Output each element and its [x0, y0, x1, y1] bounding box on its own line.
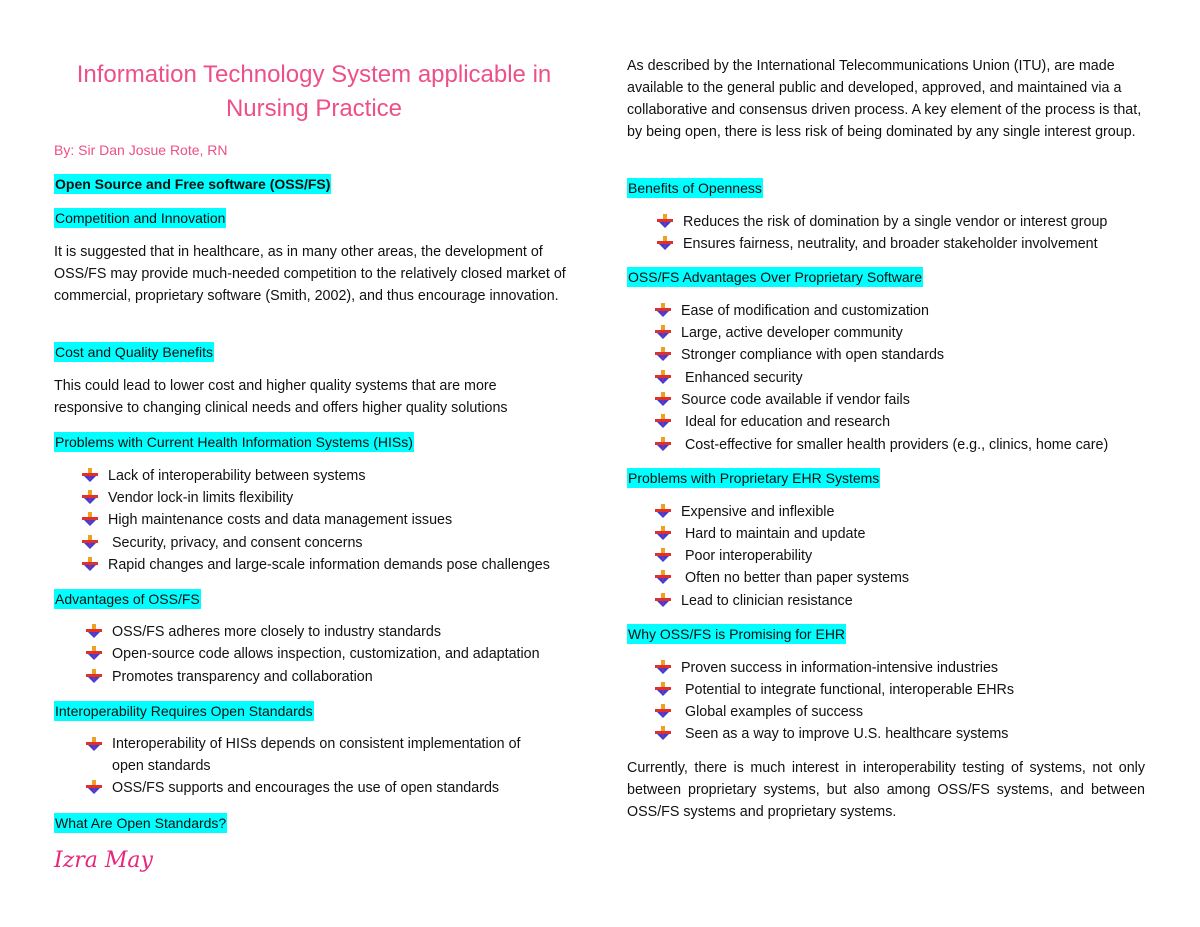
list-item: Proven success in information-intensive industries: [655, 657, 998, 679]
list-item: Potential to integrate functional, interoperable EHRs: [655, 679, 1014, 701]
bullet-arrow-icon: [655, 570, 671, 584]
bullet-arrow-icon: [657, 214, 673, 228]
list-item: Ideal for education and research: [655, 411, 890, 433]
paragraph-currently: Currently, there is much interest in interoperability testing of systems, not only between proprietary systems, but also among OSS/FS systems, and between OSS/FS systems and proprietary systems.: [627, 760, 1145, 820]
paragraph-cost-quality: This could lead to lower cost and higher quality systems that are more responsive to changing clinical needs and offers higher quality solutions: [54, 378, 508, 416]
bullet-arrow-icon: [655, 437, 671, 451]
paragraph-itu: As described by the International Telecommunications Union (ITU), are made available to the general public and developed, approved, and maintained via a collaborative and consensus driven process. A key element of the process is that, by being open, there is less risk of being dominated by any single interest group.: [627, 58, 1142, 140]
list-item: Often no better than paper systems: [655, 567, 909, 589]
bullet-arrow-icon: [655, 392, 671, 406]
heading-oss-fs: Open Source and Free software (OSS/FS): [55, 176, 331, 192]
list-item: Source code available if vendor fails: [655, 389, 910, 411]
heading-problems-his: Problems with Current Health Information Systems (HISs): [55, 434, 413, 450]
list-item: Cost-effective for smaller health providers (e.g., clinics, home care): [655, 434, 1108, 456]
heading-interoperability: Interoperability Requires Open Standards: [55, 703, 313, 719]
heading-advantages: Advantages of OSS/FS: [55, 591, 200, 607]
list-item: Hard to maintain and update: [655, 523, 865, 545]
heading-advantages-over-proprietary: OSS/FS Advantages Over Proprietary Software: [628, 269, 923, 285]
list-item: Enhanced security: [655, 367, 803, 389]
heading-what-are-open-standards: What Are Open Standards?: [55, 815, 227, 831]
list-item: Interoperability of HISs depends on consistent implementation of open standards: [86, 733, 556, 777]
list-item: Open-source code allows inspection, customization, and adaptation: [86, 643, 540, 665]
list-item: Reduces the risk of domination by a single vendor or interest group: [657, 211, 1107, 233]
bullet-arrow-icon: [655, 704, 671, 718]
list-item: OSS/FS supports and encourages the use of open standards: [86, 777, 499, 799]
heading-competition: Competition and Innovation: [55, 210, 226, 226]
bullet-arrow-icon: [86, 780, 102, 794]
list-item: Poor interoperability: [655, 545, 812, 567]
bullet-arrow-icon: [655, 347, 671, 361]
bullet-arrow-icon: [655, 726, 671, 740]
list-item: Global examples of success: [655, 701, 863, 723]
list-item: Lack of interoperability between systems: [82, 465, 365, 487]
bullet-arrow-icon: [655, 593, 671, 607]
bullet-arrow-icon: [655, 414, 671, 428]
bullet-arrow-icon: [655, 526, 671, 540]
heading-problems-ehr: Problems with Proprietary EHR Systems: [628, 470, 880, 486]
page-title: Information Technology System applicable in Nursing Practice: [76, 61, 552, 122]
paragraph-competition: It is suggested that in healthcare, as in many other areas, the development of OSS/FS may provide much-needed competition to the relatively closed market of commercial, proprietary software (Smith, 2002), and thus encourage innovation.: [54, 244, 566, 304]
bullet-arrow-icon: [657, 236, 673, 250]
signature: Izra May: [54, 848, 153, 873]
list-item: Seen as a way to improve U.S. healthcare systems: [655, 723, 1008, 745]
bullet-arrow-icon: [82, 490, 98, 504]
bullet-arrow-icon: [86, 624, 102, 638]
bullet-arrow-icon: [82, 512, 98, 526]
bullet-arrow-icon: [655, 303, 671, 317]
bullet-arrow-icon: [82, 535, 98, 549]
list-item: Expensive and inflexible: [655, 501, 834, 523]
list-item: OSS/FS adheres more closely to industry standards: [86, 621, 441, 643]
bullet-arrow-icon: [655, 325, 671, 339]
list-item: Rapid changes and large-scale information demands pose challenges: [82, 554, 550, 576]
bullet-arrow-icon: [655, 504, 671, 518]
bullet-arrow-icon: [655, 548, 671, 562]
bullet-arrow-icon: [82, 468, 98, 482]
bullet-arrow-icon: [655, 370, 671, 384]
list-item: Security, privacy, and consent concerns: [82, 532, 363, 554]
list-item: High maintenance costs and data management issues: [82, 509, 452, 531]
bullet-arrow-icon: [82, 557, 98, 571]
byline: By: Sir Dan Josue Rote, RN: [54, 142, 228, 158]
bullet-arrow-icon: [86, 669, 102, 683]
list-item: Stronger compliance with open standards: [655, 344, 944, 366]
list-item: Ensures fairness, neutrality, and broader stakeholder involvement: [657, 233, 1098, 255]
bullet-arrow-icon: [86, 737, 102, 751]
bullet-arrow-icon: [655, 682, 671, 696]
list-item: Large, active developer community: [655, 322, 903, 344]
bullet-arrow-icon: [655, 660, 671, 674]
heading-why-oss-fs: Why OSS/FS is Promising for EHR: [628, 626, 846, 642]
list-item: Vendor lock-in limits flexibility: [82, 487, 293, 509]
heading-cost-quality: Cost and Quality Benefits: [55, 344, 213, 360]
heading-benefits-openness: Benefits of Openness: [628, 180, 762, 196]
list-item: Promotes transparency and collaboration: [86, 666, 373, 688]
list-item: Lead to clinician resistance: [655, 590, 853, 612]
bullet-arrow-icon: [86, 646, 102, 660]
list-item: Ease of modification and customization: [655, 300, 929, 322]
